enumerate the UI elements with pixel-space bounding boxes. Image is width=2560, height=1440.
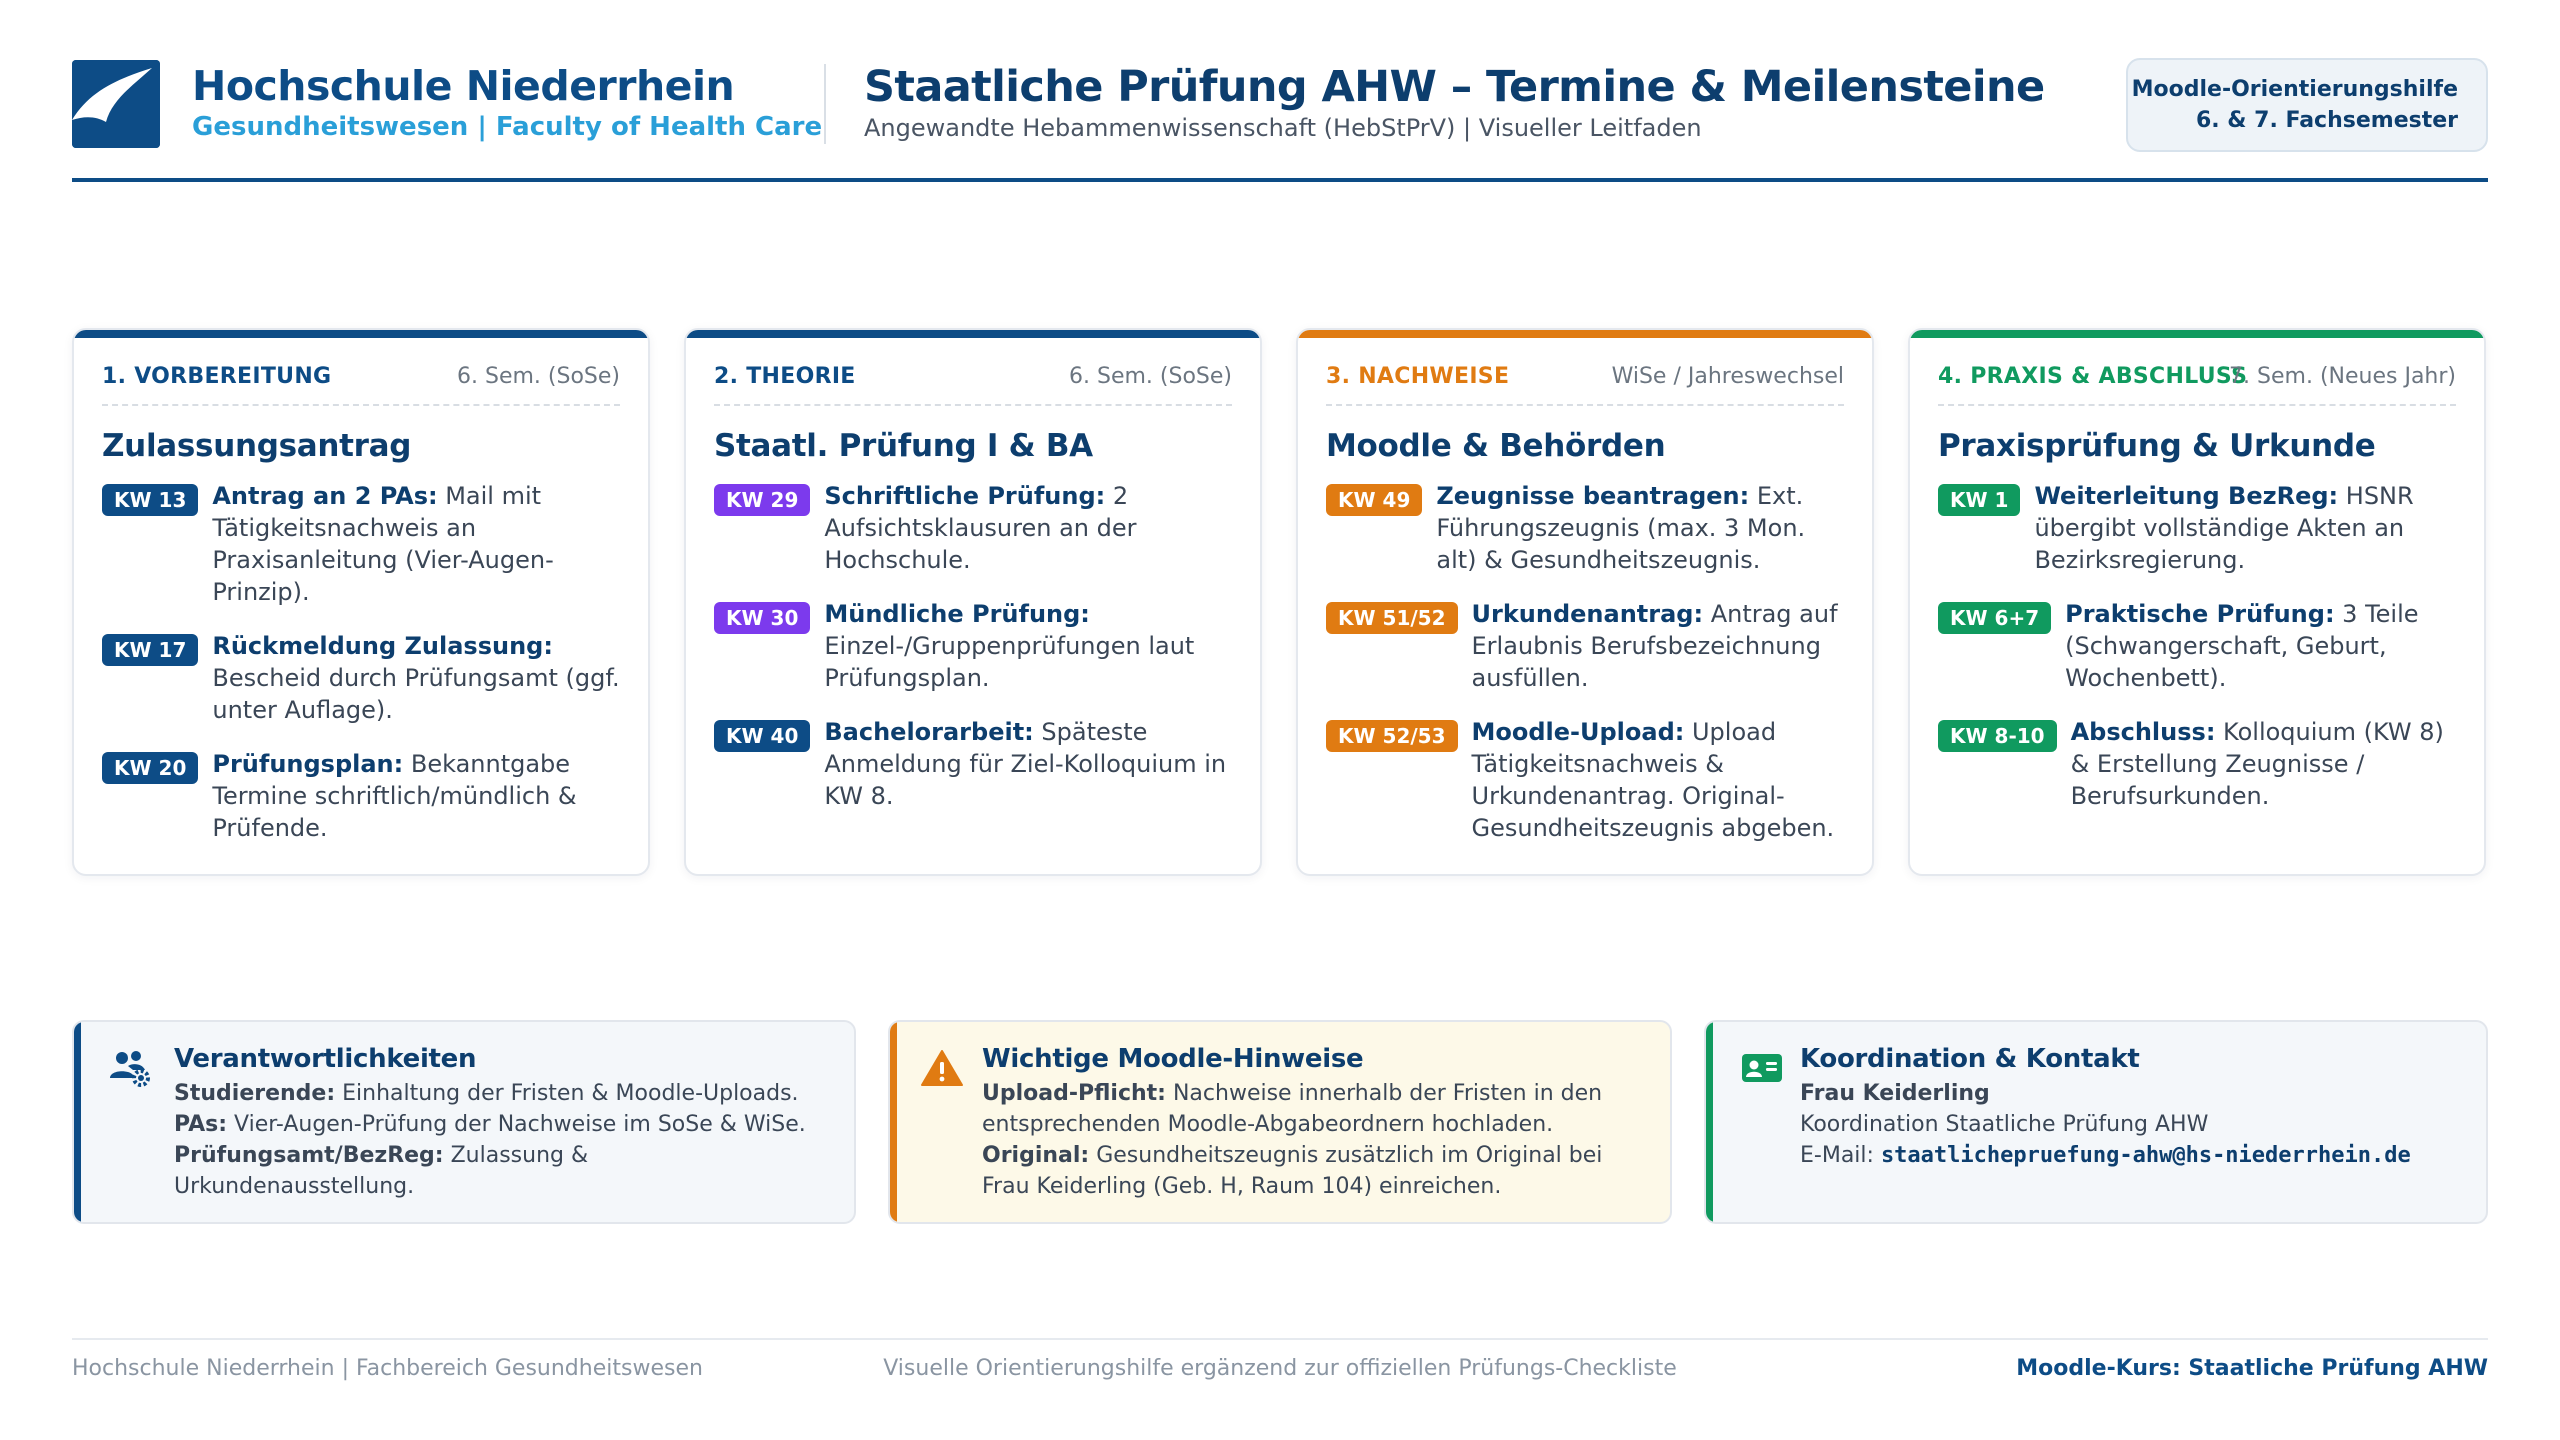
milestone-description: Bekanntgabe Termine schriftlich/mündlich & Prüfende.: [212, 750, 577, 842]
contact-role: Koordination Staatliche Prüfung AHW: [1800, 1112, 2209, 1137]
milestone-item: [1938, 598, 2458, 694]
milestone-item: [714, 598, 1234, 694]
footer-course-link[interactable]: Moodle-Kurs: Staatliche Prüfung AHW: [2016, 1356, 2488, 1381]
phase-card-2: [684, 328, 1262, 876]
milestone-description: 2 Aufsichtsklausuren an der Hochschule.: [824, 482, 1137, 574]
milestone-label: Weiterleitung BezReg:: [2034, 482, 2339, 510]
card-accent: [1298, 330, 1872, 338]
info-body: [1800, 1044, 2456, 1171]
semester-label: 6. Sem. (SoSe): [1069, 364, 1232, 389]
phase-card-1: [72, 328, 650, 876]
badge-line-1: Moodle-Orientierungshilfe: [2131, 77, 2458, 102]
page-title: Staatliche Prüfung AHW – Termine & Meilensteine: [864, 62, 2045, 112]
page: [72, 0, 2488, 1440]
milestone-item: [1326, 480, 1846, 576]
phase-label: 1. VORBEREITUNG: [102, 364, 332, 389]
info-line-text: Zulassung & Urkundenausstellung.: [174, 1143, 589, 1199]
page-subtitle: Angewandte Hebammenwissenschaft (HebStPrV) | Visueller Leitfaden: [864, 114, 1702, 142]
card-header: [1326, 364, 1844, 406]
milestone-label: Urkundenantrag:: [1471, 600, 1704, 628]
kw-badge: KW 52/53: [1326, 720, 1458, 752]
kw-badge: KW 1: [1938, 484, 2020, 516]
milestone-item: [102, 630, 622, 726]
milestone-text: [1472, 716, 1847, 844]
header: [72, 58, 2488, 182]
milestone-label: Mündliche Prüfung:: [824, 600, 1090, 628]
card-title: Moodle & Behörden: [1326, 428, 1666, 464]
milestone-list: [714, 480, 1234, 834]
card-header: [714, 364, 1232, 406]
milestone-text: [1436, 480, 1846, 576]
milestone-text: [824, 598, 1234, 694]
info-accent: [890, 1022, 897, 1222]
milestone-text: [2034, 480, 2458, 576]
milestone-item: [1938, 480, 2458, 576]
kw-badge: KW 13: [102, 484, 198, 516]
footer-left: Hochschule Niederrhein | Fachbereich Gesundheitswesen: [72, 1356, 703, 1381]
info-line-text: Nachweise innerhalb der Fristen in den entsprechenden Moodle-Abgabeordnern hochladen.: [982, 1081, 1603, 1137]
milestone-label: Moodle-Upload:: [1471, 718, 1685, 746]
contact-email-link[interactable]: staatlichepruefung-ahw@hs-niederrhein.de: [1880, 1143, 2411, 1168]
milestone-item: [1326, 598, 1846, 694]
milestone-description: Antrag auf Erlaubnis Berufsbezeichnung ausfüllen.: [1471, 600, 1838, 692]
milestone-list: [1326, 480, 1846, 866]
milestone-item: [1326, 716, 1846, 844]
info-line-text: Vier-Augen-Prüfung der Nachweise im SoSe & WiSe.: [227, 1112, 806, 1137]
info-line: [982, 1140, 1640, 1202]
card-accent: [74, 330, 648, 338]
orientation-badge: [2126, 58, 2488, 152]
warning-icon: [920, 1048, 964, 1088]
info-line: [982, 1078, 1640, 1140]
card-header: [1938, 364, 2456, 406]
kw-badge: KW 29: [714, 484, 810, 516]
milestone-label: Antrag an 2 PAs:: [212, 482, 438, 510]
milestone-text: [212, 630, 622, 726]
semester-label: WiSe / Jahreswechsel: [1611, 364, 1844, 389]
phase-label: 3. NACHWEISE: [1326, 364, 1510, 389]
info-title: Wichtige Moodle-Hinweise: [982, 1044, 1364, 1074]
info-accent: [1706, 1022, 1713, 1222]
info-line-label: Prüfungsamt/BezReg:: [174, 1143, 444, 1168]
org-name: Hochschule Niederrhein: [192, 62, 735, 110]
kw-badge: KW 30: [714, 602, 810, 634]
milestone-text: [212, 748, 622, 844]
footer-middle: Visuelle Orientierungshilfe ergänzend zur offiziellen Prüfungs-Checkliste: [883, 1356, 1677, 1381]
info-line: [174, 1109, 824, 1140]
milestone-list: [1938, 480, 2458, 834]
kw-badge: KW 51/52: [1326, 602, 1458, 634]
milestone-label: Bachelorarbeit:: [824, 718, 1034, 746]
info-line-label: Upload-Pflicht:: [982, 1081, 1166, 1106]
milestone-text: [1472, 598, 1847, 694]
responsibilities-box: [72, 1020, 856, 1224]
phase-label: 4. PRAXIS & ABSCHLUSS: [1938, 364, 2248, 389]
info-line: [174, 1078, 824, 1109]
card-accent: [1910, 330, 2484, 338]
kw-badge: KW 20: [102, 752, 198, 784]
header-divider: [824, 64, 826, 144]
milestone-text: [824, 480, 1234, 576]
info-line-label: Original:: [982, 1143, 1090, 1168]
kw-badge: KW 40: [714, 720, 810, 752]
milestone-description: Bescheid durch Prüfungsamt (ggf. unter Auflage).: [212, 664, 620, 724]
kw-badge: KW 17: [102, 634, 198, 666]
milestone-description: Späteste Anmeldung für Ziel-Kolloquium in KW 8.: [824, 718, 1227, 810]
milestone-item: [102, 748, 622, 844]
milestone-text: [824, 716, 1234, 812]
kw-badge: KW 49: [1326, 484, 1422, 516]
info-title: Verantwortlichkeiten: [174, 1044, 477, 1074]
milestone-text: [2071, 716, 2458, 812]
milestone-description: HSNR übergibt vollständige Akten an Bezirksregierung.: [2034, 482, 2414, 574]
info-line: [174, 1140, 824, 1202]
milestone-text: [2065, 598, 2458, 694]
milestone-label: Prüfungsplan:: [212, 750, 404, 778]
card-title: Zulassungsantrag: [102, 428, 412, 464]
info-body: [982, 1044, 1640, 1202]
contact-email-line: [1800, 1140, 2456, 1171]
moodle-notes-box: [888, 1020, 1672, 1224]
info-title: Koordination & Kontakt: [1800, 1044, 2140, 1074]
milestone-description: Upload Tätigkeitsnachweis & Urkundenantrag. Original-Gesundheitszeugnis abgeben.: [1471, 718, 1835, 842]
phase-card-3: [1296, 328, 1874, 876]
milestone-label: Zeugnisse beantragen:: [1436, 482, 1750, 510]
milestone-description: Ext. Führungszeugnis (max. 3 Mon. alt) & Gesundheitszeugnis.: [1436, 482, 1806, 574]
semester-label: 6. Sem. (SoSe): [457, 364, 620, 389]
milestone-description: 3 Teile (Schwangerschaft, Geburt, Wochenbett).: [2065, 600, 2419, 692]
email-label: E-Mail:: [1800, 1143, 1881, 1168]
contact-name-text: Frau Keiderling: [1800, 1081, 1990, 1106]
footer: [72, 1338, 2488, 1388]
info-line-text: Einhaltung der Fristen & Moodle-Uploads.: [335, 1081, 799, 1106]
users-gear-icon: [108, 1048, 152, 1088]
milestone-description: Kolloquium (KW 8) & Erstellung Zeugnisse / Berufsurkunden.: [2070, 718, 2444, 810]
info-body: [174, 1044, 824, 1202]
info-line-label: PAs:: [174, 1112, 228, 1137]
milestone-label: Schriftliche Prüfung:: [824, 482, 1106, 510]
milestone-text: [212, 480, 622, 608]
info-accent: [74, 1022, 81, 1222]
milestone-item: [714, 480, 1234, 576]
milestone-label: Abschluss:: [2070, 718, 2216, 746]
milestone-label: Praktische Prüfung:: [2065, 600, 2335, 628]
phase-label: 2. THEORIE: [714, 364, 856, 389]
milestone-description: Einzel-/Gruppenprüfungen laut Prüfungsplan.: [824, 632, 1195, 692]
contact-name: [1800, 1078, 2456, 1109]
milestone-label: Rückmeldung Zulassung:: [212, 632, 553, 660]
card-accent: [686, 330, 1260, 338]
semester-label: 7. Sem. (Neues Jahr): [2229, 364, 2456, 389]
phase-card-4: [1908, 328, 2486, 876]
contact-card-icon: [1740, 1048, 1784, 1088]
info-line-text: Gesundheitszeugnis zusätzlich im Original bei Frau Keiderling (Geb. H, Raum 104) einreichen.: [982, 1143, 1603, 1199]
milestone-description: Mail mit Tätigkeitsnachweis an Praxisanleitung (Vier-Augen-Prinzip).: [212, 482, 554, 606]
org-subtitle: Gesundheitswesen | Faculty of Health Care: [192, 112, 823, 142]
kw-badge: KW 6+7: [1938, 602, 2051, 634]
milestone-list: [102, 480, 622, 866]
card-title: Staatl. Prüfung I & BA: [714, 428, 1093, 464]
milestone-item: [102, 480, 622, 608]
milestone-item: [1938, 716, 2458, 812]
university-logo: [72, 60, 160, 148]
milestone-item: [714, 716, 1234, 812]
card-header: [102, 364, 620, 406]
contact-box: [1704, 1020, 2488, 1224]
kw-badge: KW 8-10: [1938, 720, 2057, 752]
info-line-label: Studierende:: [174, 1081, 336, 1106]
badge-line-2: 6. & 7. Fachsemester: [2195, 108, 2458, 133]
card-title: Praxisprüfung & Urkunde: [1938, 428, 2376, 464]
